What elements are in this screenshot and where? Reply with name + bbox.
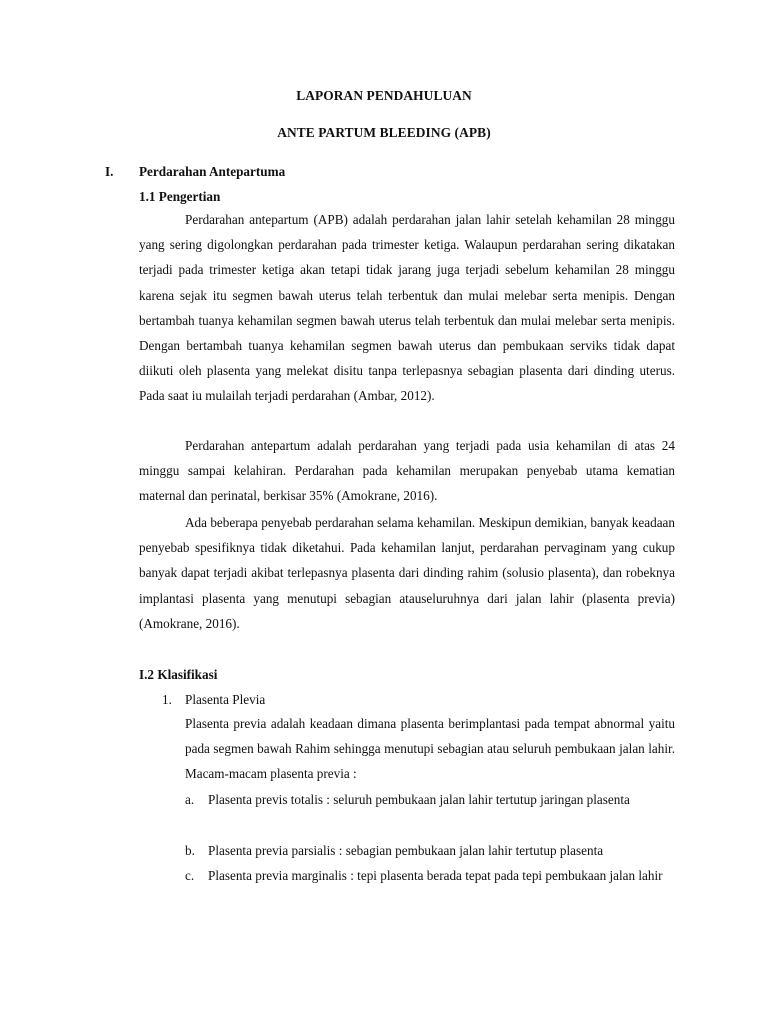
subsection-heading-pengertian: 1.1 Pengertian: [139, 189, 221, 204]
sub-list-letter: b.: [185, 843, 195, 858]
paragraph: [139, 433, 675, 509]
sub-list-text: Plasenta previa marginalis : tepi plasenta berada tepat pada tepi pembukaan jalan lahir: [208, 868, 663, 883]
section-heading: Perdarahan Antepartuma: [139, 164, 286, 179]
list-item-description: Plasenta previa adalah keadaan dimana plasenta berimplantasi pada tempat abnormal yaitu pada segmen bawah Rahim sehingga menutupi sebagian atau seluruh pembukaan jalan lahir. Macam-macam plasenta previa :: [185, 716, 675, 782]
document-title: LAPORAN PENDAHULUAN: [296, 88, 472, 103]
paragraph: [139, 510, 675, 636]
list-item-label: Plasenta Plevia: [185, 692, 266, 707]
list-number: 1.: [162, 692, 172, 707]
sub-list-text: Plasenta previs totalis : seluruh pembukaan jalan lahir tertutup jaringan plasenta: [208, 792, 630, 807]
document-subtitle: ANTE PARTUM BLEEDING (APB): [277, 125, 491, 140]
paragraph-text: Ada beberapa penyebab perdarahan selama kehamilan. Meskipun demikian, banyak keadaan penyebab spesifiknya tidak diketahui. Pada kehamilan lanjut, perdarahan pervaginam yang cukup banyak dapat terjadi akibat terlepasnya plasenta dari dinding rahim (solusio plasenta), dan robeknya implantasi plasenta yang menutupi sebagian atauseluruhnya dari jalan lahir (plasenta previa) (Amokrane, 2016).: [139, 515, 675, 631]
paragraph: [139, 207, 675, 409]
sub-list-text: Plasenta previa parsialis : sebagian pembukaan jalan lahir tertutup plasenta: [208, 843, 604, 858]
section-number: I.: [105, 164, 114, 179]
subsection-heading-klasifikasi: I.2 Klasifikasi: [139, 667, 218, 682]
sub-list-letter: a.: [185, 792, 195, 807]
paragraph-text: Perdarahan antepartum (APB) adalah perdarahan jalan lahir setelah kehamilan 28 minggu yang sering digolongkan perdarahan pada trimester ketiga. Walaupun perdarahan sering dikatakan terjadi pada trimester ketiga akan tetapi tidak jarang juga terjadi sebelum kehamilan 28 minggu karena sejak itu segmen bawah uterus telah terbentuk dan mulai melebar serta menipis. Dengan bertambah tuanya kehamilan segmen bawah uterus telah terbentuk dan mulai melebar serta menipis. Dengan bertambah tuanya kehamilan segmen bawah uterus dan pembukaan serviks tidak dapat diikuti oleh plasenta yang melekat disitu tanpa terlepasnya sebagian plasenta dari dinding uterus. Pada saat iu mulailah terjadi perdarahan (Ambar, 2012).: [139, 212, 675, 404]
sub-list-letter: c.: [185, 868, 195, 883]
paragraph-text: Perdarahan antepartum adalah perdarahan yang terjadi pada usia kehamilan di atas 24 minggu sampai kelahiran. Perdarahan pada kehamilan merupakan penyebab utama kematian maternal dan perinatal, berkisar 35% (Amokrane, 2016).: [139, 438, 675, 504]
